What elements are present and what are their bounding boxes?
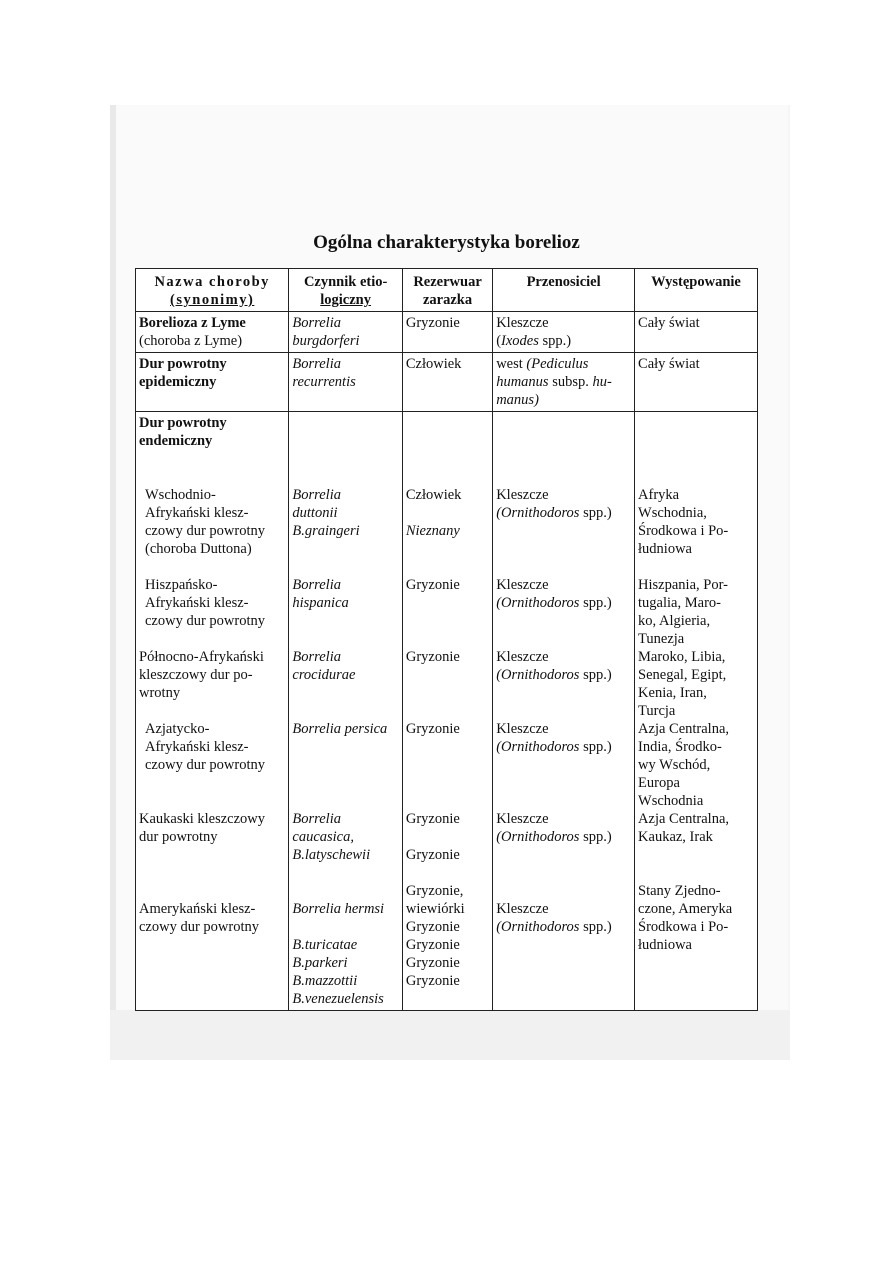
cell-agent [289,412,402,1011]
subtype-name: wrotny [139,685,181,701]
occurrence-text: Kaukaz, Irak [638,829,713,845]
reservoir-text: Nieznany [405,523,460,539]
reservoir-text: Człowiek [405,356,462,372]
agent-text: recurrentis [292,374,356,390]
reservoir-text: Gryzonie [405,315,460,331]
subtype-north-african [139,648,285,702]
vector-text [496,666,631,684]
occurrence-text: czone, Ameryka [638,901,733,917]
header-text: Nazwa choroby [154,274,270,290]
cell-reservoir [402,353,492,412]
occurrence-text: Wschodnia [638,793,704,809]
vector-suffix: spp.) [579,919,612,935]
vector-text [496,738,631,756]
agent-text: duttonii [292,505,338,521]
vector-genus: (Ornithodoros [496,739,580,755]
occurrence-text: ko, Algieria, [638,613,711,629]
subtype-name: czowy dur powrotny [145,523,266,539]
agent-text: Borrelia [292,649,341,665]
subtype-name: Afrykański klesz- [145,595,249,611]
reservoir-text: Gryzonie [405,955,460,971]
reservoir-text: Gryzonie, [405,883,464,899]
vector-suffix: spp.) [579,595,612,611]
table-header-row [136,269,758,312]
occurrence-text: Stany Zjedno- [638,883,721,899]
vector-genus: (Ornithodoros [496,829,580,845]
vector-common: west [496,356,527,372]
disease-name: endemiczny [139,433,213,449]
vector-genus: (Ornithodoros [496,919,580,935]
agent-text: Borrelia [292,356,341,372]
reservoir-text: Człowiek [405,487,462,503]
reservoir-text: Gryzonie [405,721,460,737]
cell-occurrence [635,412,758,1011]
header-text: Rezerwuar [413,274,482,290]
vector-suffix: spp.) [579,829,612,845]
subtype-name: Hiszpańsko- [145,577,218,593]
subtype-caucasian [139,810,285,846]
subtype-asian-african [139,720,285,774]
subtype-name: Afrykański klesz- [145,739,249,755]
disease-name: epidemiczny [139,374,217,390]
agent-text: B.parkeri [292,955,348,971]
reservoir-text: wiewiórki [405,901,465,917]
scan-edge-bottom [110,1010,790,1060]
cell-vector [493,312,635,353]
cell-reservoir [402,312,492,353]
agent-text: caucasica, [292,829,354,845]
cell-name [136,412,289,1011]
occurrence-text: Azja Centralna, [638,721,730,737]
reservoir-text: Gryzonie [405,937,460,953]
vector-text: Kleszcze [496,901,549,917]
vector-paren: ( [496,333,502,349]
subtype-name: czowy dur powrotny [145,613,266,629]
vector-text [496,504,631,522]
vector-text: Kleszcze [496,721,549,737]
vector-suffix: spp.) [579,739,612,755]
cell-vector [493,353,635,412]
cell-name [136,353,289,412]
vector-genus: (Ornithodoros [496,667,580,683]
occurrence-text: Środkowa i Po- [638,919,729,935]
occurrence-text: Środkowa i Po- [638,523,729,539]
agent-text: B.turicatae [292,937,358,953]
cell-agent [289,312,402,353]
occurrence-text: Maroko, Libia, [638,649,726,665]
vector-text: manus) [496,392,539,408]
vector-text [496,918,631,936]
agent-text: Borrelia hermsi [292,901,385,917]
agent-text: Borrelia [292,487,341,503]
header-text: Przenosiciel [526,274,601,290]
reservoir-text: Gryzonie [405,919,460,935]
agent-text: B.graingeri [292,523,360,539]
vector-text: Kleszcze [496,577,549,593]
reservoir-text: Gryzonie [405,973,460,989]
occurrence-text: Tunezja [638,631,685,647]
vector-suffix: spp.) [579,505,612,521]
cell-name [136,312,289,353]
subtype-spanish-african [139,576,285,630]
cell-reservoir [402,412,492,1011]
subtype-name: dur powrotny [139,829,218,845]
occurrence-text: Europa [638,775,680,791]
agent-text: B.mazzottii [292,973,358,989]
vector-text [496,828,631,846]
agent-text: B.venezuelensis [292,991,384,1007]
subtype-name: czowy dur powrotny [139,919,260,935]
disease-synonym: (choroba z Lyme) [139,333,243,349]
occurrence-text: Senegal, Egipt, [638,667,727,683]
disease-name: Dur powrotny [139,415,227,431]
header-text: logiczny [320,292,371,308]
occurrence-text: Hiszpania, Por- [638,577,728,593]
vector-suffix: spp.) [579,667,612,683]
agent-text: Borrelia [292,577,341,593]
cell-vector [493,412,635,1011]
reservoir-text: Gryzonie [405,577,460,593]
reservoir-text: Gryzonie [405,811,460,827]
vector-genus: (Ornithodoros [496,595,580,611]
subtype-east-african [139,486,285,558]
table-row-lyme [136,312,758,353]
subtype-name: Wschodnio- [145,487,216,503]
agent-text: burgdorferi [292,333,360,349]
disease-name: Dur powrotny [139,356,227,372]
occurrence-text: tugalia, Maro- [638,595,721,611]
agent-text: Borrelia [292,315,341,331]
vector-subsp: subsp. [548,374,593,390]
header-text: Występowanie [651,274,741,290]
header-text: (synonimy) [170,292,255,308]
vector-species: hu- [592,374,612,390]
agent-text: Borrelia [292,811,341,827]
vector-text [496,355,631,373]
occurrence-text: Turcja [638,703,676,719]
cell-occurrence [635,353,758,412]
subtype-name: Amerykański klesz- [139,901,256,917]
table-row-endemic [136,412,758,1011]
header-occurrence [635,269,758,312]
agent-text: B.latyschewii [292,847,371,863]
vector-text: Kleszcze [496,487,549,503]
subtype-name: czowy dur powrotny [145,757,266,773]
header-vector [493,269,635,312]
vector-text: Kleszcze [496,649,549,665]
occurrence-text: Cały świat [638,356,700,372]
occurrence-text: India, Środko- [638,739,722,755]
table-row-epidemic [136,353,758,412]
vector-text: Kleszcze [496,811,549,827]
occurrence-text: Afryka [638,487,680,503]
subtype-name: (choroba Duttona) [145,541,252,557]
vector-genus: Ixodes [501,333,539,349]
cell-occurrence [635,312,758,353]
occurrence-text: Wschodnia, [638,505,707,521]
page-title-text: Ogólna charakterystyka borelioz [313,232,580,253]
vector-text: Kleszcze [496,315,549,331]
cell-agent [289,353,402,412]
agent-text: Borrelia persica [292,721,388,737]
header-etiological-agent [289,269,402,312]
agent-text: crocidurae [292,667,356,683]
subtype-name: kleszczowy dur po- [139,667,253,683]
subtype-name: Afrykański klesz- [145,505,249,521]
occurrence-text: łudniowa [638,541,692,557]
vector-genus: (Pediculus [526,356,589,372]
vector-suffix: spp.) [538,333,572,349]
page-title [0,232,893,254]
agent-text: hispanica [292,595,349,611]
occurrence-text: Azja Centralna, [638,811,730,827]
disease-name: Borelioza z Lyme [139,315,246,331]
reservoir-text: Gryzonie [405,649,460,665]
occurrence-text: wy Wschód, [638,757,711,773]
vector-species: humanus [496,374,549,390]
header-disease-name [136,269,289,312]
reservoir-text: Gryzonie [405,847,460,863]
header-text: Czynnik etio- [303,274,388,290]
header-text: zarazka [422,292,473,308]
subtype-name: Kaukaski kleszczowy [139,811,266,827]
subtype-name: Azjatycko- [145,721,210,737]
header-reservoir [402,269,492,312]
subtype-name: Północno-Afrykański [139,649,264,665]
vector-genus: (Ornithodoros [496,505,580,521]
occurrence-text: Cały świat [638,315,700,331]
occurrence-text: Kenia, Iran, [638,685,707,701]
occurrence-text: łudniowa [638,937,692,953]
vector-text [496,373,631,391]
vector-text [496,594,631,612]
subtype-american [139,900,285,936]
borreliosis-table [135,268,758,1011]
vector-text [496,332,631,350]
